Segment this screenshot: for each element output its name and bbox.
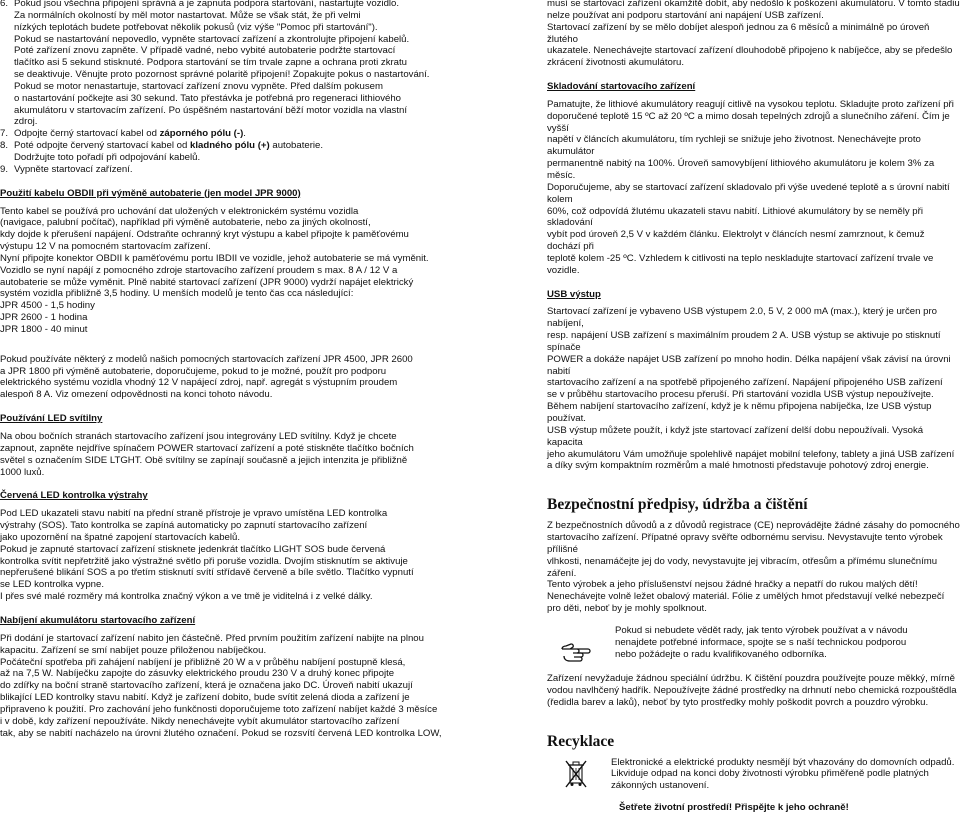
text-line: nelze používat ani podporu startování ani napájení USB zařízení. — [547, 9, 824, 21]
step-number: 7. — [0, 128, 9, 140]
text-line: teplotě kolem -25 ºC. Vzhledem k citlivosti na teplo neskladujte startovací zařízení trvale ve vozidle. — [547, 252, 934, 276]
section-heading: Použití kabelu OBDII při výměně autobaterie (jen model JPR 9000) — [0, 187, 301, 199]
text-line: (ředidla barev a laků), neboť by tyto prostředky mohly poškodit povrch a pouzdro výrobku. — [547, 696, 929, 708]
text-line: nebo požádejte o radu kvalifikovaného odborníka. — [615, 648, 827, 660]
step-7 — [0, 128, 470, 140]
text-line: Elektronické a elektrické produkty nesmějí být vhazovány do domovních odpadů. — [611, 756, 955, 768]
text-line: Startovací zařízení by se mělo dobíjet alespoň jednou za 6 měsíců a minimálně po úroveň žlutého — [547, 21, 930, 45]
text-line: Z bezpečnostních důvodů a z důvodů registrace (CE) neprovádějte žádné zásahy do pomocného — [547, 520, 960, 532]
text-line: napětí v článcích akumulátoru, tím rychleji se snižuje jeho životnost. Nenechávejte proto akumulátor — [547, 134, 921, 158]
text-line: a díky svým kompaktním rozměrům a malé hmotnosti představuje pohotový zdroj energie. — [547, 460, 929, 472]
right-column — [547, 0, 960, 814]
text-line: startovacího zařízení. Přípatné opravy svěřte odbornému servisu. Nevystavujte tento výrobek přílišné — [547, 532, 943, 555]
text-line: nepřerušené blikání SOS a po třetím stisknutí svítí střídavě červeně a bíle světlo. Tlačítko vypnutí — [0, 567, 414, 579]
red-led-section — [0, 490, 470, 603]
text-line: Vypněte startovací zařízení. — [14, 163, 133, 175]
text-line: POWER a dokáže napájet USB zařízení po mnoho hodin. Délka napájení však závisí na úrovni nabití — [547, 353, 951, 377]
text-line: ukazatele. Nenechávejte startovací zařízení dlouhodobě připojeno k nabíječce, aby se předešlo — [547, 45, 953, 57]
text-line: 1000 luxů. — [0, 466, 45, 478]
text-line: Pokud si nebudete vědět rady, jak tento výrobek používat a v návodu — [615, 624, 908, 636]
text-line: Počáteční spotřeba při zahájení nabíjení je přibližně 20 W a v průběhu nabíjení postupně klesá, — [0, 656, 406, 668]
text-line: Na obou bočních stranách startovacího zařízení jsou integrovány LED svítilny. Když je chcete — [0, 431, 397, 442]
crossed-bin-icon — [564, 759, 588, 789]
section-heading: Červená LED kontrolka výstrahy — [0, 490, 148, 502]
step-number: 8. — [0, 140, 9, 152]
text-line: JPR 1800 - 40 minut — [0, 323, 88, 335]
text-line: blikající LED kontrolky stavu nabití. Když je zařízení dobito, bude svítit zelená dioda a zařízení je — [0, 692, 410, 704]
text-line: Likviduje odpad na konci doby životnosti výrobku přiměřeně podle platných — [611, 768, 929, 780]
recycling-slogan: Šetřete životní prostředí! Přispějte k jeho ochraně! — [619, 802, 849, 814]
text-line: až na 7,5 W. Nabíječku zapojte do zásuvky elektrického proudu 230 V a druhý konec připojte — [0, 668, 395, 680]
text-line: jako upozornění na špatné zapojení startovacích kabelů. — [0, 531, 241, 543]
text-line: 60%, což odpovídá žlutému ukazateli stavu nabití. Lithiové akumulátory by se neměly při skladování — [547, 205, 923, 229]
text-line: vybít pod úroveň 2,5 V v každém článku. Elektrolyt v článcích nesmí zamrznout, k čemuž dochází při — [547, 229, 925, 253]
text-line: USB výstup můžete použít, i když jste startovací zařízení delší dobu nepoužívali. Vysoká kapacita — [547, 424, 924, 448]
text-line: Vozidlo se nyní napájí z pomocného zdroje startovacího zařízení proudem s max. 8 A / 12 V a — [0, 264, 398, 276]
section-heading-large: Recyklace — [547, 732, 615, 750]
text-line: vlhkosti, nenamáčejte jej do vody, nevystavujte jej vibracím, otřesům a přímému slunečnímu záření. — [547, 555, 938, 579]
text-line: Pamatujte, že lithiové akumulátory reagují citlivě na vysokou teplotu. Skladujte proto zařízení při — [547, 98, 954, 110]
text-line: zapnout, zapněte nejdříve spínačem POWER startovací zařízení a poté stiskněte tlačítko bočních — [0, 442, 414, 454]
text-line: světel s označením SIDE LTGHT. Obě svítilny se zapínají současně a jejich intenzita je přibližně — [0, 454, 408, 466]
text-line: Odpojte černý startovací kabel od záporného pólu (-). — [14, 128, 246, 140]
text-line: autobaterie se může vyměnit. Plně nabité startovací zařízení (JPR 9000) vydrží napájet elektrický — [0, 276, 414, 288]
text-line: tak, aby se nabití nacházelo na úrovni žlutého označení. Pokud se rozsvítí červená LED kontrolka LOW, — [0, 727, 442, 739]
text-line: Zařízení nevyžaduje žádnou speciální údržbu. K čištění pouzdra používejte pouze měkký, mírně — [547, 672, 955, 684]
text-line: Dodržujte toto pořadí při odpojování kabelů. — [14, 151, 201, 163]
step-number: 6. — [0, 0, 9, 9]
text-line: Tento výrobek a jeho příslušenství nejsou žádné hračky a nepatří do rukou malých dětí! — [547, 579, 918, 591]
text-line: i v době, kdy zařízení nepoužíváte. Nikdy nenechávejte vybít akumulátor startovacího zařízení — [0, 715, 400, 727]
text-line: Při dodání je startovací zařízení nabito jen částečně. Před prvním použitím zařízení nabijte na plnou — [0, 632, 424, 644]
section-heading: USB výstup — [547, 288, 601, 300]
text-line: se LED kontrolka vypne. — [0, 579, 104, 591]
text-line: nízkých teplotách budete potřebovat několik pokusů (viz výše "Pomoc při startování"). — [14, 21, 378, 33]
text-line: (navigace, palubní počítač), například při výměně autobaterie, nebo za jiných okolností, — [0, 217, 371, 229]
text-line: Pokud je zapnuté startovací zařízení stisknete jedenkrát tlačítko LIGHT SOS bude červená — [0, 543, 386, 555]
step-number: 9. — [0, 163, 9, 175]
text-line: permanentně nabitý na 100%. Úroveň samovybíjení lithiového akumulátoru je kolem 3% za měsíc. — [547, 158, 935, 181]
text-line: Pokud se nastartování nepovedlo, vypněte startovací zařízení a zkontrolujte připojení kabelů. — [14, 33, 410, 45]
text-line: musí se startovací zařízení okamžitě dobít, aby nedošlo k poškození akumulátoru. V tomto stadiu — [547, 0, 960, 9]
recycling-section — [547, 733, 960, 814]
start-steps — [0, 0, 470, 176]
text-line: Startovací zařízení je vybaveno USB výstupem 2.0, 5 V, 2 000 mA (max.), který je určen pro nabíjení, — [547, 306, 937, 330]
section-heading-large: Bezpečnostní předpisy, údržba a čištění — [547, 496, 808, 514]
text-line: tlačítko asi 5 sekund stisknuté. Podpora startování se tím trvale zapne a ochrana proti zkratu — [14, 57, 408, 69]
text-line: Doporučujeme, aby se startovací zařízení skladovalo při výše uvedené teplotě a s úrovní nabití kolem — [547, 181, 950, 205]
obdii-section — [0, 188, 470, 402]
text-line: Během nabíjení startovacího zařízení, když je k němu připojena nabíječka, lze USB výstup používat. — [547, 401, 932, 424]
text-line: připraveno k použití. Pro zachování jeho funkčnosti doporučujeme toto zařízení nabíjet každé 3 měsíce — [0, 703, 438, 715]
text-line: výstupu 12 V na pomocném startovacím zařízení. — [0, 241, 211, 253]
text-line: kapacitu. Zařízení se smí nabíjet pouze přiloženou nabíječkou. — [0, 644, 267, 656]
safety-section — [547, 496, 960, 708]
text-line: kontrolka svítit nepřetržitě jako výstražné světlo při poruše vozidla. Dvojím stisknutím se aktivuje — [0, 555, 408, 567]
text-line: Poté odpojte červený startovací kabel od kladného pólu (+) autobaterie. — [14, 140, 324, 152]
step-9 — [0, 164, 470, 176]
text-line: zdroj. — [14, 116, 38, 128]
recycling-note — [547, 757, 960, 793]
text-line: systém vozidla přibližně 3,5 hodiny. U menších modelů je tento čas cca následující: — [0, 288, 354, 300]
text-line: Nenechávejte volně ležet obalový materiál. Fólie z umělých hmot představují velké nebezpečí — [547, 591, 945, 603]
text-line: Tento kabel se používá pro uchování dat uložených v elektronickém systému vozidla — [0, 205, 359, 217]
text-line: Pokud jsou všechna připojení správná a je zapnuta podpora startování, nastartujte vozidlo. — [14, 0, 400, 9]
led-section — [0, 413, 470, 478]
text-line: pro děti, neboť by je mohly spolknout. — [547, 603, 707, 615]
text-line: doporučené teplotě 15 ºC až 20 ºC a mimo dosah tepelných zdrojů a slunečního záření. Čím je vyšší — [547, 110, 950, 134]
text-line: Poté zařízení znovu zapněte. V případě vadné, nebo vybité autobaterie podržte startovací — [14, 45, 396, 57]
text-line: I přes své malé rozměry má kontrolka značný výkon a ve tmě je viditelná i z velké dálky. — [0, 591, 373, 603]
text-line: jeho akumulátoru Vám umožňuje spolehlivě napájet mobilní telefony, tablety a jiná USB zařízení — [547, 448, 955, 460]
text-line: kdy dojde k přerušení napájení. Odstraňte ochranný kryt výstupu a kabel připojte k paměťovému — [0, 229, 409, 241]
text-line: akumulátoru v startovacím zařízení. Po úspěšném nastartování běží motor vozidla na vlastní — [14, 104, 407, 116]
step-6 — [0, 0, 470, 128]
text-line: startovacího zařízení a na spotřebě připojeného zařízení. Napájení připojeného USB zařízení — [547, 377, 943, 389]
section-heading: Nabíjení akumulátoru startovacího zařízení — [0, 614, 196, 626]
text-line: Nyní připojte konektor OBDII k paměťovému portu IBDII ve vozidle, jehož autobaterie se má vyměnit. — [0, 252, 429, 264]
text-line: do zdířky na boční straně startovacího zařízení, která je označena jako DC. Úroveň nabití ukazují — [0, 680, 413, 692]
text-line: nenajdete potřebné informace, spojte se s naší technickou podporou — [615, 636, 907, 648]
charging-continued — [547, 0, 960, 69]
charging-section — [0, 615, 470, 739]
text-line: vodou navlhčený hadřík. Nepoužívejte žádné prostředky na drhnutí nebo chemická rozpouštědla — [547, 684, 957, 696]
pointing-hand-icon — [561, 641, 591, 663]
text-line: o nastartování počkejte asi 30 sekund. Tato přestávka je potřebná pro regeneraci lithiového — [14, 92, 402, 104]
section-heading: Skladování startovacího zařízení — [547, 81, 696, 93]
text-line: resp. napájení USB zařízení s maximálním proudem 2 A. USB výstup se aktivuje po stisknutí spínače — [547, 330, 941, 353]
text-line: elektrického systému vozidla vhodný 12 V napájecí zdroj, např. agregát s výstupním proudem — [0, 377, 398, 389]
text-line: alespoň 8 A. Viz omezení odpovědnosti na konci tohoto návodu. — [0, 389, 273, 401]
text-line: Pokud se motor nenastartuje, startovací zařízení znovu vypněte. Před dalším pokusem — [14, 80, 384, 92]
storage-section — [547, 81, 960, 277]
text-line: Pod LED ukazateli stavu nabití na přední straně přístroje je vpravo umístěna LED kontrolka — [0, 508, 388, 520]
step-8 — [0, 140, 470, 164]
text-line: zkrácení životnosti akumulátoru. — [547, 57, 685, 69]
support-note — [547, 625, 960, 663]
usb-section — [547, 289, 960, 473]
text-line: JPR 4500 - 1,5 hodiny — [0, 300, 95, 312]
text-line: výstrahy (SOS). Tato kontrolka se zapíná automaticky po zapnutí startovacího zařízení — [0, 520, 368, 532]
text-line: JPR 2600 - 1 hodina — [0, 312, 88, 324]
text-line: zákonných ustanovení. — [611, 780, 710, 792]
text-line: se v průběhu startovacího procesu přeruší. Při startování vozidla USB výstup nepoužívejte. — [547, 389, 934, 401]
text-line: Za normálních okolností by měl motor nastartovat. Může se však stát, že při velmi — [14, 9, 361, 21]
section-heading: Používání LED svítilny — [0, 413, 103, 425]
text-line: Pokud používáte některý z modelů našich pomocných startovacích zařízení JPR 4500, JPR 2600 — [0, 353, 413, 365]
text-line: se deaktivuje. Věnujte proto pozornost správné polaritě připojení! Zopakujte pokus o nastartování. — [14, 69, 430, 81]
text-line: a JPR 1800 při výměně autobaterie, doporučujeme, pokud to je možné, použít pro podporu — [0, 365, 387, 377]
left-column — [0, 0, 470, 739]
